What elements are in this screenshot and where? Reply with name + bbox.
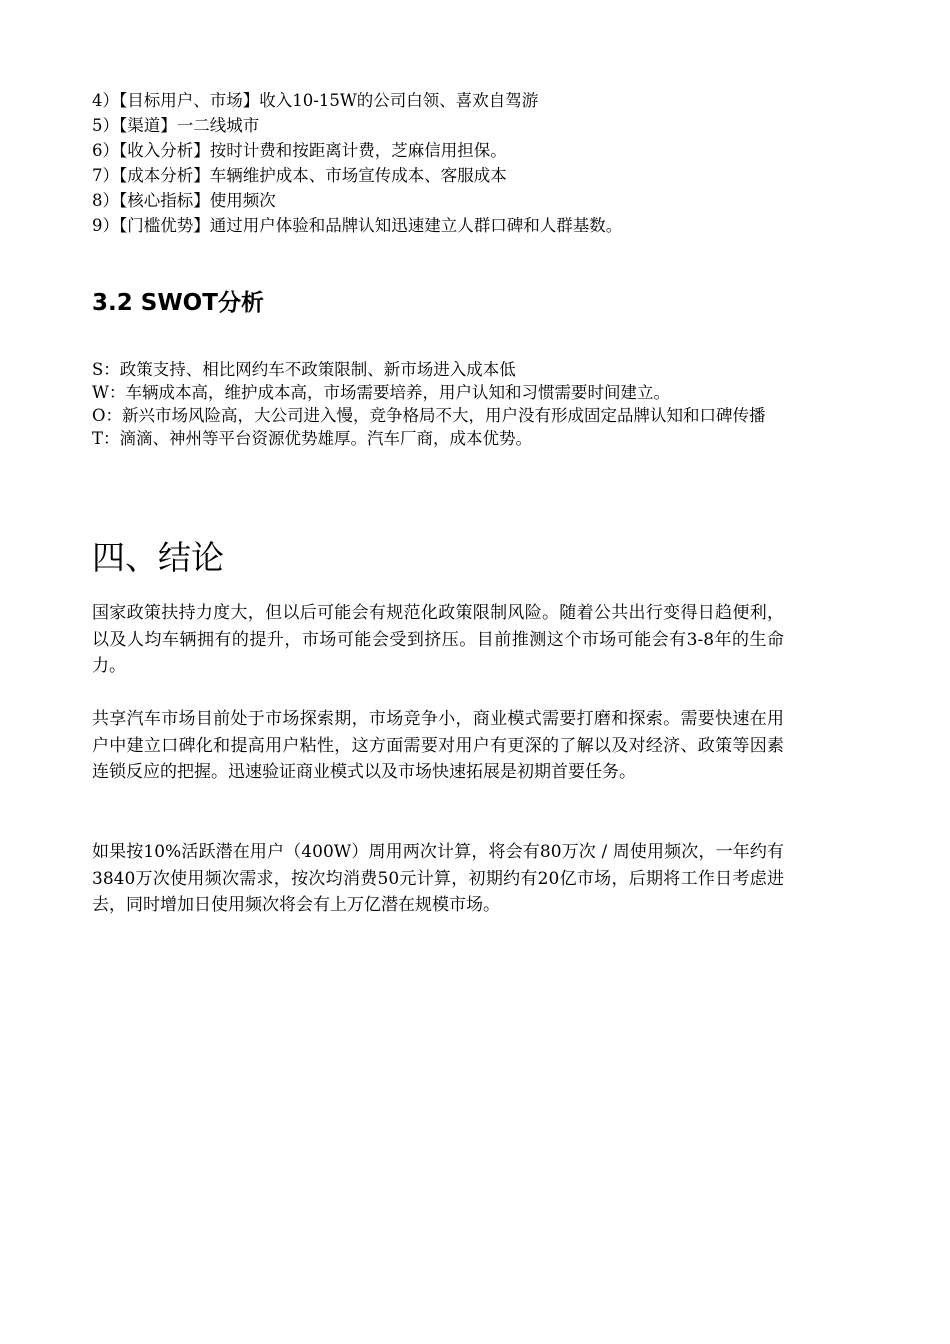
swot-strengths: S：政策支持、相比网约车不政策限制、新市场进入成本低 bbox=[92, 360, 516, 379]
conclusion-heading: 四、结论 bbox=[92, 538, 224, 577]
list-item: 8）【核心指标】使用频次 bbox=[92, 191, 276, 210]
document-page bbox=[92, 88, 792, 915]
list-item: 4）【目标用户、市场】收入10-15W的公司白领、喜欢自驾游 bbox=[92, 91, 539, 110]
swot-heading-text: 分析 bbox=[217, 290, 264, 316]
list-item: 9）【门槛优势】通过用户体验和品牌认知迅速建立人群口碑和人群基数。 bbox=[92, 216, 623, 235]
business-model-list bbox=[92, 88, 792, 238]
list-item: 5）【渠道】一二线城市 bbox=[92, 116, 260, 135]
swot-heading bbox=[92, 284, 264, 317]
conclusion-paragraph: 共享汽车市场目前处于市场探索期，市场竞争小，商业模式需要打磨和探索。需要快速在用户中建立口碑化和提高用户粘性，这方面需要对用户有更深的了解以及对经济、政策等因素连锁反应的把握。迅速验证商业模式以及市场快速拓展是初期首要任务。 bbox=[92, 709, 784, 782]
conclusion-paragraph: 如果按10%活跃潜在用户（400W）周用两次计算，将会有80万次 / 周使用频次，一年约有3840万次使用频次需求，按次均消费50元计算，初期约有20亿市场，后期将工作日考虑进去，同时增加日使用频次将会有上万亿潜在规模市场。 bbox=[92, 842, 784, 915]
swot-opportunities: O：新兴市场风险高，大公司进入慢，竞争格局不大，用户没有形成固定品牌认知和口碑传播 bbox=[92, 406, 766, 425]
swot-weaknesses: W：车辆成本高，维护成本高，市场需要培养，用户认知和习惯需要时间建立。 bbox=[92, 383, 670, 402]
list-item: 7）【成本分析】车辆维护成本、市场宣传成本、客服成本 bbox=[92, 166, 507, 185]
swot-section bbox=[92, 358, 792, 450]
list-item: 6）【收入分析】按时计费和按距离计费，芝麻信用担保。 bbox=[92, 141, 507, 160]
conclusion-paragraph: 国家政策扶持力度大，但以后可能会有规范化政策限制风险。随着公共出行变得日趋便利，以及人均车辆拥有的提升，市场可能会受到挤压。目前推测这个市场可能会有3-8年的生命力。 bbox=[92, 603, 784, 676]
swot-threats: T：滴滴、神州等平台资源优势雄厚。汽车厂商，成本优势。 bbox=[92, 429, 533, 448]
swot-heading-number: 3.2 SWOT bbox=[92, 290, 218, 316]
